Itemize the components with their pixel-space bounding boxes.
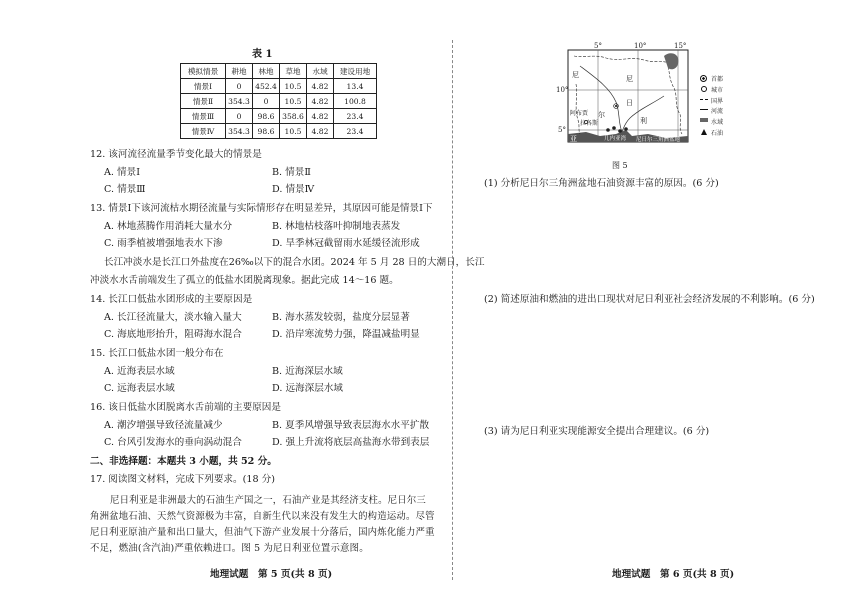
table-cell: 358.6 — [280, 109, 307, 124]
table-cell: 98.6 — [253, 109, 280, 124]
table-header: 模拟情景 — [181, 64, 226, 79]
q16-option-c[interactable]: C. 台风引发海水的垂向涡动混合 — [104, 437, 242, 448]
map-label: 尼 — [572, 71, 579, 79]
q13-option-c[interactable]: C. 雨季植被增强地表水下渗 — [104, 238, 223, 249]
data-table — [180, 63, 377, 139]
lat-tick: 10° — [556, 86, 569, 94]
border-icon — [700, 99, 708, 100]
question-17-3: (3) 请为尼日利亚实现能源安全提出合理建议。(6 分) — [484, 426, 710, 437]
table-row — [181, 109, 377, 124]
q14-option-a[interactable]: A. 长江径流量大，淡水输入量大 — [104, 312, 242, 323]
page-footer-right: 地理试题 第 6 页(共 8 页) — [612, 569, 735, 580]
passage-line-1: 长江冲淡水是长江口外盐度在26‰以下的混合水团。2024 年 5 月 28 日的大潮日，长江 — [104, 257, 485, 268]
table-header: 林地 — [253, 64, 280, 79]
table-row — [181, 79, 377, 94]
table-cell: 10.5 — [280, 124, 307, 139]
question-13-stem: 13. 情景Ⅰ下该河流枯水期径流量与实际情形存在明显差异，其原因可能是情景Ⅰ下 — [90, 203, 433, 214]
q12-option-b[interactable]: B. 情景Ⅱ — [272, 167, 311, 178]
map-legend — [700, 74, 740, 140]
lon-tick: 5° — [594, 42, 602, 50]
map-label-gulf: 几内亚湾 — [604, 136, 627, 142]
question-17-material: 尼日利亚是非洲最大的石油生产国之一，石油产业是其经济支柱。尼日尔三角洲盆地石油、天然气资源极为丰富，自新生代以来没有发生大的构造运动。尽管尼日利亚原油产量和出口量大，但油气下游产业发展十分落后，国内炼化能力严重不足，燃油(含汽油)严重依赖进口。图 5 为尼日利亚位置示意图。 — [90, 495, 435, 554]
legend-capital: 首都 — [711, 76, 724, 83]
table-cell: 23.4 — [334, 109, 377, 124]
table-cell: 452.4 — [253, 79, 280, 94]
q16-option-b[interactable]: B. 夏季风增强导致表层海水水平扩散 — [272, 420, 430, 431]
q14-option-d[interactable]: D. 沿岸寒流势力强，降温减盐明显 — [272, 329, 420, 340]
table-title: 表 1 — [252, 49, 273, 60]
q15-option-b[interactable]: B. 近海深层水域 — [272, 366, 343, 377]
table-cell: 100.8 — [334, 94, 377, 109]
question-17-1: (1) 分析尼日尔三角洲盆地石油资源丰富的原因。(6 分) — [484, 178, 719, 189]
table-header: 草地 — [280, 64, 307, 79]
table-cell: 4.82 — [307, 94, 334, 109]
table-cell: 情景Ⅲ — [181, 109, 226, 124]
question-15-stem: 15. 长江口低盐水团一般分布在 — [90, 348, 224, 359]
question-16-stem: 16. 该日低盐水团脱离水舌前端的主要原因是 — [90, 402, 281, 413]
table-cell: 23.4 — [334, 124, 377, 139]
map-label-capital: 阿布贾 — [570, 110, 589, 117]
table-cell: 4.82 — [307, 109, 334, 124]
q14-option-b[interactable]: B. 海水蒸发较弱，盐度分层显著 — [272, 312, 410, 323]
q15-option-a[interactable]: A. 近海表层水域 — [104, 366, 175, 377]
section-2-heading: 二、非选择题：本题共 3 小题，共 52 分。 — [90, 456, 277, 467]
table-header: 耕地 — [226, 64, 253, 79]
question-14-stem: 14. 长江口低盐水团形成的主要原因是 — [90, 294, 253, 305]
map-label: 尔 — [598, 111, 605, 119]
table-cell: 354.3 — [226, 94, 253, 109]
map-label: 尼 — [626, 75, 633, 83]
table-cell: 0 — [226, 109, 253, 124]
map-label-city: 拉各斯 — [580, 120, 599, 127]
water-icon — [700, 118, 708, 122]
legend-city: 城市 — [711, 87, 724, 94]
legend-water: 水域 — [711, 119, 724, 126]
table-cell: 4.82 — [307, 124, 334, 139]
map-label-delta: 尼日尔三角洲盆地 — [636, 137, 681, 143]
table-cell: 354.3 — [226, 124, 253, 139]
table-row — [181, 124, 377, 139]
table-header-row — [181, 64, 377, 79]
table-cell: 98.6 — [253, 124, 280, 139]
q12-option-d[interactable]: D. 情景Ⅳ — [272, 184, 315, 195]
page-divider — [452, 40, 453, 580]
city-icon — [701, 86, 707, 92]
lat-tick: 5° — [558, 126, 566, 134]
q15-option-c[interactable]: C. 远海表层水域 — [104, 383, 175, 394]
table-cell: 13.4 — [334, 79, 377, 94]
map-label: 亚 — [570, 135, 577, 143]
q15-option-d[interactable]: D. 远海深层水域 — [272, 383, 344, 394]
q13-option-b[interactable]: B. 林地枯枝落叶抑制地表蒸发 — [272, 221, 401, 232]
table-cell: 情景Ⅱ — [181, 94, 226, 109]
q13-option-d[interactable]: D. 旱季林冠截留雨水延缓径流形成 — [272, 238, 420, 249]
legend-oil: 石油 — [711, 130, 724, 137]
table-header: 建设用地 — [334, 64, 377, 79]
q16-option-d[interactable]: D. 强上升流将底层高盐海水带到表层 — [272, 437, 430, 448]
legend-border: 国界 — [711, 98, 724, 105]
table-cell: 4.82 — [307, 79, 334, 94]
q14-option-c[interactable]: C. 海底地形抬升，阻碍海水混合 — [104, 329, 242, 340]
lon-tick: 15° — [674, 42, 687, 50]
table-header: 水域 — [307, 64, 334, 79]
question-17-stem: 17. 阅读图文材料，完成下列要求。(18 分) — [90, 474, 275, 485]
q12-option-c[interactable]: C. 情景Ⅲ — [104, 184, 146, 195]
map-caption: 图 5 — [612, 161, 628, 170]
capital-icon — [700, 75, 707, 82]
nigeria-map — [556, 44, 696, 152]
oil-icon — [701, 129, 707, 135]
map-label: 日 — [626, 99, 633, 107]
q13-option-a[interactable]: A. 林地蒸腾作用消耗大量水分 — [104, 221, 233, 232]
table-cell: 0 — [226, 79, 253, 94]
table-cell: 10.5 — [280, 79, 307, 94]
map-label: 利 — [640, 117, 647, 125]
table-cell: 情景Ⅰ — [181, 79, 226, 94]
table-cell: 情景Ⅳ — [181, 124, 226, 139]
table-row — [181, 94, 377, 109]
question-17-2: (2) 简述原油和燃油的进出口现状对尼日利亚社会经济发展的不利影响。(6 分) — [484, 294, 815, 305]
legend-river: 河流 — [711, 108, 724, 115]
q12-option-a[interactable]: A. 情景Ⅰ — [104, 167, 141, 178]
table-cell: 10.5 — [280, 94, 307, 109]
q16-option-a[interactable]: A. 潮汐增强导致径流量减少 — [104, 420, 223, 431]
page-footer-left: 地理试题 第 5 页(共 8 页) — [210, 569, 333, 580]
table-cell: 0 — [253, 94, 280, 109]
question-12-stem: 12. 该河流径流量季节变化最大的情景是 — [90, 149, 262, 160]
river-icon — [700, 109, 708, 110]
passage-line-2: 冲淡水水舌前端发生了孤立的低盐水团脱离现象。据此完成 14～16 题。 — [90, 275, 399, 286]
lon-tick: 10° — [634, 42, 647, 50]
